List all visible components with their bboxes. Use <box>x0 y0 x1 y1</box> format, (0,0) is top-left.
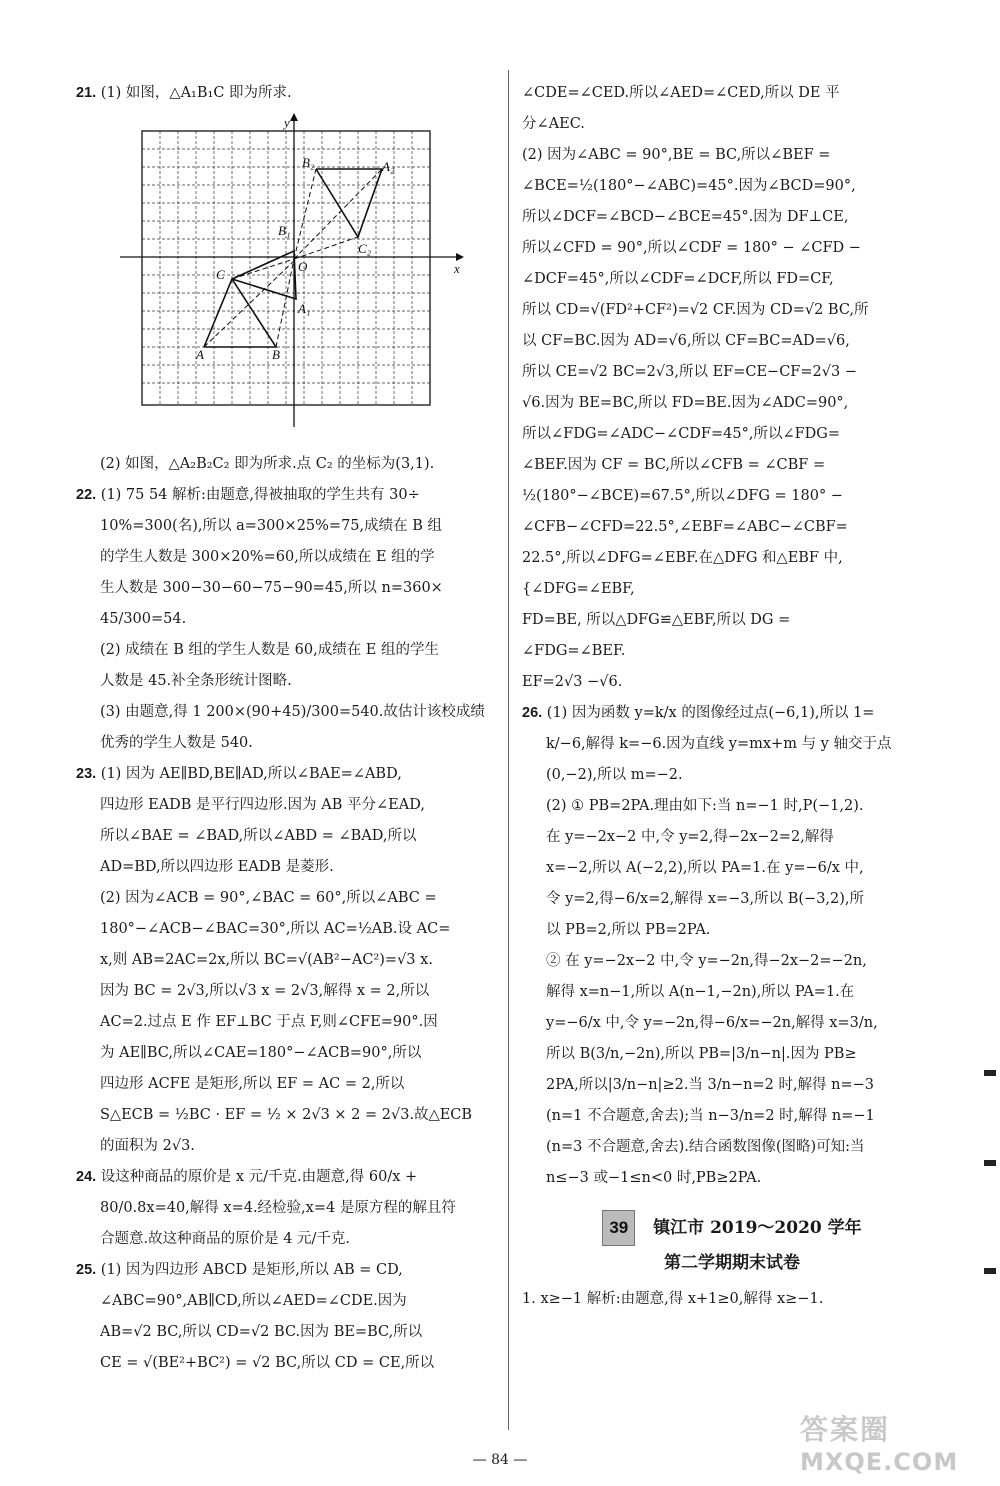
q26-line: 令 y=2,得−6/x=2,解得 x=−3,所以 B(−3,2),所 <box>546 891 865 907</box>
q23-line: 因为 BC = 2√3,所以√3 x = 2√3,解得 x = 2,所以 <box>100 983 430 999</box>
label-b1: B₁ <box>278 223 291 238</box>
q25-line: AB=√2 BC,所以 CD=√2 BC.因为 BE=BC,所以 <box>100 1324 423 1340</box>
x-axis-label: x <box>454 261 460 276</box>
watermark-line2: MXQE.COM <box>800 1448 959 1476</box>
question-21 <box>76 78 496 109</box>
q25-cont-line: 以 CF=BC.因为 AD=√6,所以 CF=BC=AD=√6, <box>522 333 850 349</box>
q23-line: x,则 AB=2AC=2x,所以 BC=√(AB²−AC²)=√3 x. <box>100 952 433 968</box>
edge-mark <box>984 1268 996 1274</box>
q22-line: 人数是 45.补全条形统计图略. <box>100 673 292 689</box>
q22-line: 45/300=54. <box>100 611 187 627</box>
q25-cont-line: ∠CFB−∠CFD=22.5°,∠EBF=∠ABC−∠CBF= <box>522 519 848 535</box>
section-title-line2: 第二学期期末试卷 <box>664 1253 800 1273</box>
q23-line: 为 AE∥BC,所以∠CAE=180°−∠ACB=90°,所以 <box>100 1045 422 1061</box>
left-column <box>76 78 496 1379</box>
q22-line: 的学生人数是 300×20%=60,所以成绩在 E 组的学 <box>100 549 435 565</box>
q22-line: (1) 75 54 解析:由题意,得被抽取的学生共有 30÷ <box>100 487 420 503</box>
q26-line: 2PA,所以|3/n−n|≥2.当 3/n−n=2 时,解得 n=−3 <box>546 1077 875 1093</box>
question-number: 26. <box>522 705 543 721</box>
q25-cont-line: ∠BEF.因为 CF = BC,所以∠CFB = ∠CBF = <box>522 457 826 473</box>
q22-line: 优秀的学生人数是 540. <box>100 735 253 751</box>
q22-line: (2) 成绩在 B 组的学生人数是 60,成绩在 E 组的学生 <box>100 642 439 658</box>
q23-line: 的面积为 2√3. <box>100 1138 195 1154</box>
q25-cont-line: 22.5°,所以∠DFG=∠EBF.在△DFG 和△EBF 中, <box>522 550 843 566</box>
q26-line: 所以 B(3/n,−2n),所以 PB=|3/n−n|.因为 PB≥ <box>546 1046 857 1062</box>
q26-line: k/−6,解得 k=−6.因为直线 y=mx+m 与 y 轴交于点 <box>546 736 892 752</box>
q25-cont-line: 所以∠DCF=∠BCD−∠BCE=45°.因为 DF⊥CE, <box>522 209 849 225</box>
q25-cont-line: 所以 CE=√2 BC=2√3,所以 EF=CE−CF=2√3 − <box>522 364 857 380</box>
watermark-line1: 答案圈 <box>800 1413 891 1446</box>
q21-part2: (2) 如图，△A₂B₂C₂ 即为所求.点 C₂ 的坐标为(3,1). <box>100 456 435 472</box>
q26-line: y=−6/x 中,令 y=−2n,得−6/x=−2n,解得 x=3/n, <box>546 1015 878 1031</box>
question-number: 25. <box>76 1262 97 1278</box>
q26-line: x=−2,所以 A(−2,2),所以 PA=1.在 y=−6/x 中, <box>546 860 864 876</box>
q24-line: 设这种商品的原价是 x 元/千克.由题意,得 60/x + <box>100 1169 418 1185</box>
edge-mark <box>984 1160 996 1166</box>
label-b2: B₂ <box>302 155 315 170</box>
q26-line: (0,−2),所以 m=−2. <box>546 767 683 783</box>
q22-line: 10%=300(名),所以 a=300×25%=75,成绩在 B 组 <box>100 518 443 534</box>
label-c2: C₂ <box>358 241 372 256</box>
page-number: — 84 — <box>472 1452 528 1468</box>
grid-svg <box>76 113 496 443</box>
question-25 <box>76 1255 496 1286</box>
q25-cont-line: 所以∠CFD = 90°,所以∠CDF = 180° − ∠CFD − <box>522 240 861 256</box>
q25-cont-line: ∠BCE=½(180°−∠ABC)=45°.因为∠BCD=90°, <box>522 178 856 194</box>
q26-line: ② 在 y=−2x−2 中,令 y=−2n,得−2x−2=−2n, <box>546 953 867 969</box>
answer-1: 1. x≥−1 解析:由题意,得 x+1≥0,解得 x≥−1. <box>522 1291 824 1307</box>
q25-cont-line: 所以 CD=√(FD²+CF²)=√2 CF.因为 CD=√2 BC,所 <box>522 302 869 318</box>
q22-line: (3) 由题意,得 1 200×(90+45)/300=540.故估计该校成绩 <box>100 704 485 720</box>
label-a: A <box>196 347 204 362</box>
question-number: 22. <box>76 487 97 503</box>
q23-line: AD=BD,所以四边形 EADB 是菱形. <box>100 859 334 875</box>
q26-line: 在 y=−2x−2 中,令 y=2,得−2x−2=2,解得 <box>546 829 834 845</box>
question-26 <box>522 698 942 729</box>
q26-line: (n=3 不合题意,舍去).结合函数图像(图略)可知:当 <box>546 1139 865 1155</box>
q25-cont-line: {∠DFG=∠EBF, <box>522 581 635 597</box>
coordinate-figure <box>76 113 496 443</box>
watermark-logo <box>800 1408 990 1478</box>
column-divider <box>508 70 509 1430</box>
q26-line: 解得 x=n−1,所以 A(n−1,−2n),所以 PA=1.在 <box>546 984 855 1000</box>
q25-cont-line: (2) 因为∠ABC = 90°,BE = BC,所以∠BEF = <box>522 147 831 163</box>
section-number-badge: 39 <box>602 1210 635 1246</box>
q24-line: 合题意.故这种商品的原价是 4 元/千克. <box>100 1231 351 1247</box>
question-number: 21. <box>76 85 97 101</box>
q23-line: S△ECB = ½BC · EF = ½ × 2√3 × 2 = 2√3.故△ECB <box>100 1107 473 1123</box>
q25-cont-line: 所以∠FDG=∠ADC−∠CDF=45°,所以∠FDG= <box>522 426 841 442</box>
q22-line: 生人数是 300−30−60−75−90=45,所以 n=360× <box>100 580 443 596</box>
q26-line: (1) 因为函数 y=k/x 的图像经过点(−6,1),所以 1= <box>546 705 875 721</box>
q25-line: CE = √(BE²+BC²) = √2 BC,所以 CD = CE,所以 <box>100 1355 435 1371</box>
section-heading <box>522 1210 942 1280</box>
q25-cont-line: EF=2√3 −√6. <box>522 674 623 690</box>
question-23 <box>76 759 496 790</box>
origin-label: O <box>298 259 308 274</box>
q23-line: AC=2.过点 E 作 EF⊥BC 于点 F,则∠CFE=90°.因 <box>100 1014 438 1030</box>
q26-line: n≤−3 或−1≤n<0 时,PB≥2PA. <box>546 1170 762 1186</box>
q25-cont-line: ∠CDE=∠CED.所以∠AED=∠CED,所以 DE 平 <box>522 85 840 101</box>
q26-line: 以 PB=2,所以 PB=2PA. <box>546 922 711 938</box>
q23-line: (1) 因为 AE∥BD,BE∥AD,所以∠BAE=∠ABD, <box>100 766 402 782</box>
question-number: 23. <box>76 766 97 782</box>
label-c: C <box>216 267 225 282</box>
q23-line: 四边形 EADB 是平行四边形.因为 AB 平分∠EAD, <box>100 797 425 813</box>
q26-line: (2) ① PB=2PA.理由如下:当 n=−1 时,P(−1,2). <box>546 798 864 814</box>
question-number: 24. <box>76 1169 97 1185</box>
q25-cont-line: ½(180°−∠BCE)=67.5°,所以∠DFG = 180° − <box>522 488 843 504</box>
label-b: B <box>272 347 280 362</box>
q23-line: 四边形 ACFE 是矩形,所以 EF = AC = 2,所以 <box>100 1076 405 1092</box>
q25-line: (1) 因为四边形 ABCD 是矩形,所以 AB = CD, <box>100 1262 403 1278</box>
q21-part1: (1) 如图，△A₁B₁C 即为所求. <box>100 85 292 101</box>
q25-cont-line: 分∠AEC. <box>522 116 585 132</box>
q23-line: (2) 因为∠ACB = 90°,∠BAC = 60°,所以∠ABC = <box>100 890 437 906</box>
q25-cont-line: ∠FDG=∠BEF. <box>522 643 626 659</box>
q25-cont-line: √6.因为 BE=BC,所以 FD=BE.因为∠ADC=90°, <box>522 395 849 411</box>
edge-mark <box>984 1070 996 1076</box>
question-24 <box>76 1162 496 1193</box>
q23-line: 所以∠BAE = ∠BAD,所以∠ABD = ∠BAD,所以 <box>100 828 417 844</box>
right-column <box>522 78 942 1315</box>
section-title-line1: 镇江市 2019～2020 学年 <box>653 1218 862 1238</box>
label-a2: A₂ <box>382 159 395 174</box>
q24-line: 80/0.8x=40,解得 x=4.经检验,x=4 是原方程的解且符 <box>100 1200 456 1216</box>
y-axis-label: y <box>284 115 290 130</box>
q25-cont-line: ∠DCF=45°,所以∠CDF=∠DCF,所以 FD=CF, <box>522 271 834 287</box>
q25-line: ∠ABC=90°,AB∥CD,所以∠AED=∠CDE.因为 <box>100 1293 407 1309</box>
q26-line: (n=1 不合题意,舍去);当 n−3/n=2 时,解得 n=−1 <box>546 1108 875 1124</box>
q25-cont-line: FD=BE, 所以△DFG≌△EBF,所以 DG = <box>522 612 791 628</box>
question-22 <box>76 480 496 511</box>
q23-line: 180°−∠ACB−∠BAC=30°,所以 AC=½AB.设 AC= <box>100 921 451 937</box>
label-a1: A₁ <box>298 301 311 316</box>
